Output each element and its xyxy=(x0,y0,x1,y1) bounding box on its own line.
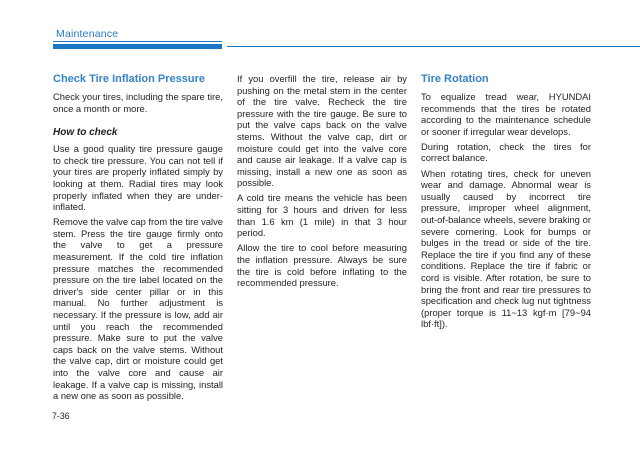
paragraph: Use a good quality tire pressure gauge to check tire pressure. You can not tell if your tires are properly inflated simply by looking at them. Radial tires may look properly inflated when they are under-inflated. xyxy=(53,143,223,213)
paragraph: Remove the valve cap from the tire valve stem. Press the tire gauge firmly onto the valve to get a pressure measurement. If the cold tire inflation pressure matches the recommended pressure on the tire label located on the driver's side center pillar or in this manual. No further adjustment is necessary. If the pressure is low, add air until you reach the recommended pressure. Make sure to put the valve caps back on the valve stems. Without the valve cap, dirt or moisture could get into the valve core and cause air leakage. If a valve cap is missing, install a new one as soon as possible. xyxy=(53,216,223,402)
page-number: 7-36 xyxy=(52,411,70,421)
paragraph: Check your tires, including the spare tire, once a month or more. xyxy=(53,91,223,114)
chapter-underline xyxy=(53,41,222,42)
column-tire-rotation xyxy=(421,73,591,405)
section-heading-check-tire-inflation-pressure: Check Tire Inflation Pressure xyxy=(53,73,206,85)
paragraph: If you overfill the tire, release air by pushing on the metal stem in the center of the tire valve. Recheck the tire pressure with the tire gauge. Be sure to put the valve caps back on the valve stems. Without the valve cap, dirt or moisture could get into the valve core and cause air leakage. If a valve cap is missing, install a new one as soon as possible. xyxy=(237,73,407,189)
column-check-tire-inflation-pressure xyxy=(53,73,223,405)
paragraph: To equalize tread wear, HYUNDAI recommends that the tires be rotated according to the maintenance schedule or sooner if irregular wear develops. xyxy=(421,91,591,137)
column-continuation xyxy=(237,73,407,405)
paragraph: Allow the tire to cool before measuring the inflation pressure. Always be sure the tire is cold before inflating to the recommended pressure. xyxy=(237,242,407,289)
header-rule xyxy=(227,46,640,48)
sub-heading-how-to-check: How to check xyxy=(53,127,118,139)
section-heading-tire-rotation: Tire Rotation xyxy=(421,73,489,85)
paragraph: A cold tire means the vehicle has been sitting for 3 hours and driven for less than 1.6 km (1 mile) in that 3 hour period. xyxy=(237,192,407,239)
paragraph: During rotation, check the tires for correct balance. xyxy=(421,140,591,164)
paragraph: When rotating tires, check for uneven wear and damage. Abnormal wear is usually caused by incorrect tire pressure, improper wheel alignment, out-of-balance wheels, severe braking or severe cornering. Look for bumps or bulges in the tread or side of the tire. Replace the tire if you find any of these conditions. Replace the tire if fabric or cord is visible. After rotation, be sure to bring the front and rear tire pressures to specification and check lug nut tightness (proper torque is 11~13 kgf·m [79~94 lbf·ft]). xyxy=(421,167,591,330)
content-columns xyxy=(53,73,591,405)
header-accent-bar xyxy=(53,44,222,50)
chapter-title: Maintenance xyxy=(56,28,119,40)
